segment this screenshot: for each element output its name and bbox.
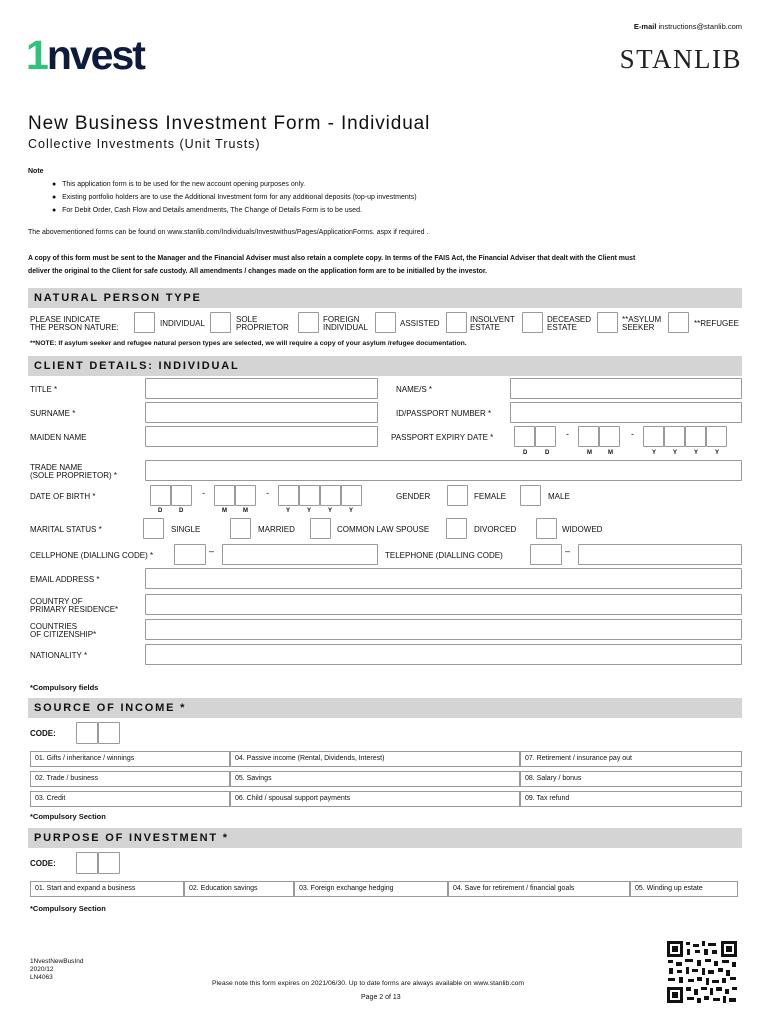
purpose-option-02: 02. Education savings <box>184 881 294 897</box>
page-title: New Business Investment Form - Individual <box>28 113 431 134</box>
title-field[interactable] <box>145 378 378 399</box>
income-option-02: 02. Trade / business <box>30 771 230 787</box>
dob-month-1[interactable] <box>214 485 235 506</box>
forms-location: The abovementioned forms can be found on www.stanlib.com/Individuals/Investwithus/Pages/ApplicationForms. aspx if required . <box>28 229 429 236</box>
expiry-month-2[interactable] <box>599 426 620 447</box>
expiry-hint-y2: Y <box>673 450 678 456</box>
dob-year-4[interactable] <box>341 485 362 506</box>
expiry-hint-d2: D <box>545 450 550 456</box>
expiry-hint-y4: Y <box>715 450 720 456</box>
email-value: instructions@stanlib.com <box>658 22 742 31</box>
checkbox-male[interactable] <box>520 485 541 506</box>
note-bullet-text: Existing portfolio holders are to use the Additional Investment form for any additional deposits (top-up investments) <box>62 194 417 201</box>
email-label: E-mail <box>633 22 657 31</box>
expiry-dash-1: - <box>566 429 569 439</box>
surname-field[interactable] <box>145 402 378 423</box>
income-code-2[interactable] <box>98 722 120 744</box>
compulsory-fields-note: *Compulsory fields <box>30 683 99 692</box>
option-foreign-1: FOREIGN <box>323 315 360 324</box>
purpose-option-03: 03. Foreign exchange hedging <box>294 881 448 897</box>
option-deceased-2: ESTATE <box>547 323 577 332</box>
income-option-04: 04. Passive income (Rental, Dividends, Interest) <box>230 751 520 767</box>
telephone-dash: – <box>565 546 571 556</box>
telephone-number-field[interactable] <box>578 544 742 565</box>
male-label: MALE <box>548 492 570 501</box>
surname-label: SURNAME * <box>30 409 76 418</box>
section-title: SOURCE OF INCOME * <box>34 702 187 714</box>
names-field[interactable] <box>510 378 742 399</box>
option-individual: INDIVIDUAL <box>160 319 205 328</box>
copy-notice-1: A copy of this form must be sent to the Manager and the Financial Adviser must also retain a complete copy. In terms of the FAIS Act, the Financial Adviser that dealt with the Client must <box>28 255 636 262</box>
purpose-option-05: 05. Winding up estate <box>630 881 738 897</box>
female-label: FEMALE <box>474 492 507 501</box>
dob-hint-y1: Y <box>286 508 291 514</box>
checkbox-assisted[interactable] <box>375 312 396 333</box>
dob-label: DATE OF BIRTH * <box>30 492 96 501</box>
expiry-dash-2: - <box>631 429 634 439</box>
purpose-code-1[interactable] <box>76 852 98 874</box>
purpose-of-investment-heading <box>28 828 742 848</box>
checkbox-female[interactable] <box>447 485 468 506</box>
dob-dash-2: - <box>266 488 269 498</box>
checkbox-married[interactable] <box>230 518 251 539</box>
dob-hint-d2: D <box>179 508 184 514</box>
expiry-hint-y1: Y <box>652 450 657 456</box>
checkbox-sole-proprietor[interactable] <box>210 312 231 333</box>
checkbox-single[interactable] <box>143 518 164 539</box>
option-assisted: ASSISTED <box>400 319 440 328</box>
section-title: PURPOSE OF INVESTMENT * <box>34 832 229 844</box>
trade-name-field[interactable] <box>145 460 742 481</box>
dob-year-2[interactable] <box>299 485 320 506</box>
checkbox-widowed[interactable] <box>536 518 557 539</box>
checkbox-asylum-seeker[interactable] <box>597 312 618 333</box>
citizenship-field[interactable] <box>145 619 742 640</box>
logo-one: 1 <box>26 32 47 78</box>
income-compulsory-text: Compulsory Section <box>32 812 106 821</box>
email-address-field[interactable] <box>145 568 742 589</box>
income-code-label: CODE: <box>30 729 56 738</box>
expiry-year-2[interactable] <box>664 426 685 447</box>
note-label: Note <box>28 168 44 175</box>
expiry-hint-m1: M <box>587 450 592 456</box>
checkbox-divorced[interactable] <box>446 518 467 539</box>
option-refugee: **REFUGEE <box>694 319 739 328</box>
expiry-day-1[interactable] <box>514 426 535 447</box>
income-option-07: 07. Retirement / insurance pay out <box>520 751 742 767</box>
expiry-hint-m2: M <box>608 450 613 456</box>
option-sole-1: SOLE <box>236 315 258 324</box>
option-sole-2: PROPRIETOR <box>236 323 289 332</box>
dob-day-2[interactable] <box>171 485 192 506</box>
dob-year-1[interactable] <box>278 485 299 506</box>
dob-year-3[interactable] <box>320 485 341 506</box>
email-address-label: EMAIL ADDRESS * <box>30 575 100 584</box>
dob-dash-1: - <box>202 488 205 498</box>
option-insolvent-2: ESTATE <box>470 323 500 332</box>
country-residence-label-1: COUNTRY OF <box>30 597 83 606</box>
id-passport-label: ID/PASSPORT NUMBER * <box>396 409 492 418</box>
option-asylum-2: SEEKER <box>622 323 655 332</box>
checkbox-insolvent-estate[interactable] <box>446 312 467 333</box>
note-bullet-2: ● Existing portfolio holders are to use the Additional Investment form for any additional deposits (top-up investments) <box>52 194 417 201</box>
cellphone-number-field[interactable] <box>222 544 378 565</box>
email-line <box>634 22 742 31</box>
cellphone-code-field[interactable] <box>174 544 206 565</box>
natural-person-heading <box>28 288 742 308</box>
logo-word: nvest <box>46 32 144 78</box>
dob-hint-y3: Y <box>328 508 333 514</box>
purpose-option-04: 04. Save for retirement / financial goals <box>448 881 630 897</box>
purpose-code-2[interactable] <box>98 852 120 874</box>
nationality-field[interactable] <box>145 644 742 665</box>
country-residence-field[interactable] <box>145 594 742 615</box>
form-code-3: LN4063 <box>30 974 53 981</box>
option-asylum-1: **ASYLUM <box>622 315 662 324</box>
dob-hint-y2: Y <box>307 508 312 514</box>
source-of-income-heading <box>28 698 742 718</box>
note-bullet-text: For Debit Order, Cash Flow and Details amendments, The Change of Details Form is to be used. <box>62 207 362 214</box>
trade-name-label-1: TRADE NAME <box>30 463 83 472</box>
citizenship-label-1: COUNTRIES <box>30 622 78 631</box>
purpose-code-label: CODE: <box>30 859 56 868</box>
income-code-1[interactable] <box>76 722 98 744</box>
expiry-hint-d1: D <box>523 450 528 456</box>
income-option-09: 09. Tax refund <box>520 791 742 807</box>
client-details-heading <box>28 356 742 376</box>
dob-day-1[interactable] <box>150 485 171 506</box>
stanlib-logo: STANLIB <box>619 44 742 74</box>
income-option-06: 06. Child / spousal support payments <box>230 791 520 807</box>
expiry-year-1[interactable] <box>643 426 664 447</box>
dob-month-2[interactable] <box>235 485 256 506</box>
trade-name-label-2: (SOLE PROPRIETOR) * <box>30 471 117 480</box>
common-law-label: COMMON LAW SPOUSE <box>337 525 430 534</box>
dob-hint-y4: Y <box>349 508 354 514</box>
widowed-label: WIDOWED <box>562 525 603 534</box>
expiry-day-2[interactable] <box>535 426 556 447</box>
page-number: Page 2 of 13 <box>361 994 401 1001</box>
maiden-name-field[interactable] <box>145 426 378 447</box>
income-option-05: 05. Savings <box>230 771 520 787</box>
expiry-year-3[interactable] <box>685 426 706 447</box>
copy-notice-2: deliver the original to the Client for safe custody. All amendments / changes made on the application form are to be initialled by the investor. <box>28 268 488 275</box>
checkbox-common-law[interactable] <box>310 518 331 539</box>
indicate-label-1: PLEASE INDICATE <box>30 315 101 324</box>
dob-hint-m1: M <box>222 508 227 514</box>
divorced-label: DIVORCED <box>474 525 517 534</box>
marital-status-label: MARITAL STATUS * <box>30 525 102 534</box>
expiry-month-1[interactable] <box>578 426 599 447</box>
cellphone-label: CELLPHONE (DIALLING CODE) * <box>30 551 154 560</box>
form-code-2: 2020/12 <box>30 966 54 973</box>
expiry-hint-y3: Y <box>694 450 699 456</box>
form-expiry-note: Please note this form expires on 2021/06/30. Up to date forms are always available on www.stanlib.com <box>212 980 525 987</box>
note-bullet-text: This application form is to be used for the new account opening purposes only. <box>62 181 306 188</box>
married-label: MARRIED <box>258 525 295 534</box>
single-label: SINGLE <box>171 525 201 534</box>
telephone-label: TELEPHONE (DIALLING CODE) <box>385 551 503 560</box>
income-option-03: 03. Credit <box>30 791 230 807</box>
nationality-label: NATIONALITY * <box>30 651 88 660</box>
section-title: CLIENT DETAILS: INDIVIDUAL <box>34 360 240 372</box>
passport-expiry-label: PASSPORT EXPIRY DATE * <box>391 433 494 442</box>
income-option-08: 08. Salary / bonus <box>520 771 742 787</box>
id-passport-field[interactable] <box>510 402 742 423</box>
dob-hint-m2: M <box>243 508 248 514</box>
expiry-year-4[interactable] <box>706 426 727 447</box>
form-code-1: 1NvestNewBusInd <box>30 958 84 965</box>
dob-hint-d1: D <box>158 508 163 514</box>
checkbox-refugee[interactable] <box>668 312 689 333</box>
checkbox-foreign-individual[interactable] <box>298 312 319 333</box>
option-insolvent-1: INSOLVENT <box>470 315 515 324</box>
cellphone-dash: – <box>209 546 215 556</box>
note-bullet-3: ● For Debit Order, Cash Flow and Details amendments, The Change of Details Form is to be used. <box>52 207 362 214</box>
checkbox-individual[interactable] <box>134 312 155 333</box>
gender-label: GENDER <box>396 492 431 501</box>
checkbox-deceased-estate[interactable] <box>522 312 543 333</box>
asylum-footnote: **NOTE: If asylum seeker and refugee natural person types are selected, we will require a copy of your asylum /refugee documentation. <box>30 340 467 347</box>
names-label: NAME/S * <box>396 385 433 394</box>
purpose-option-01: 01. Start and expand a business <box>30 881 184 897</box>
qr-code-icon <box>666 940 738 1004</box>
country-residence-label-2: PRIMARY RESIDENCE* <box>30 605 119 614</box>
title-label: TITLE * <box>30 385 58 394</box>
1nvest-logo <box>26 34 144 76</box>
section-title: NATURAL PERSON TYPE <box>34 292 202 304</box>
purpose-compulsory-note: *Compulsory Section <box>30 904 106 913</box>
page-subtitle: Collective Investments (Unit Trusts) <box>28 137 261 151</box>
option-foreign-2: INDIVIDUAL <box>323 323 368 332</box>
income-option-01: 01. Gifts / inheritance / winnings <box>30 751 230 767</box>
maiden-name-label: MAIDEN NAME <box>30 433 87 442</box>
option-deceased-1: DECEASED <box>547 315 592 324</box>
note-bullet-1: ● This application form is to be used for the new account opening purposes only. <box>52 181 306 188</box>
income-compulsory-note: *Compulsory Section <box>30 812 106 821</box>
indicate-label-2: THE PERSON NATURE: <box>30 323 119 332</box>
telephone-code-field[interactable] <box>530 544 562 565</box>
citizenship-label-2: OF CITIZENSHIP* <box>30 630 97 639</box>
